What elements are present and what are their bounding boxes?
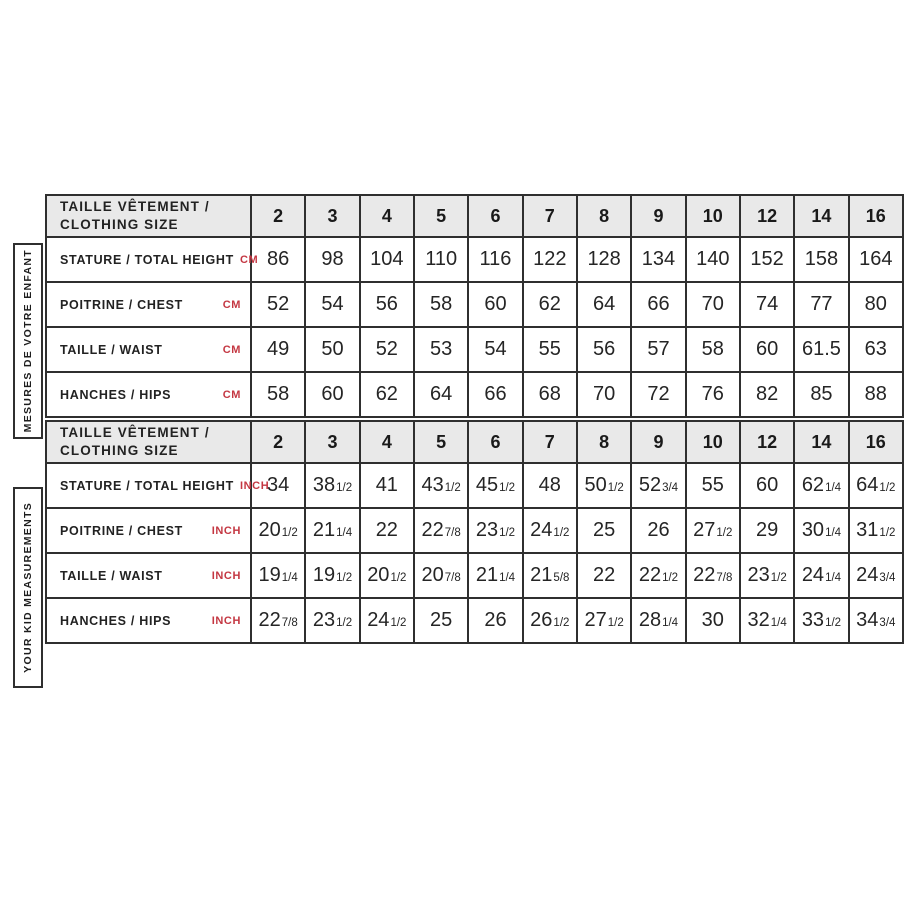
value-cell: 207/8 — [414, 553, 468, 598]
value-cell: 70 — [686, 282, 740, 327]
value-cell: 343/4 — [849, 598, 903, 643]
clothing-size-header-cell — [46, 421, 251, 463]
value-cell: 48 — [523, 463, 577, 508]
value-cell: 201/2 — [360, 553, 414, 598]
measurement-label-cell — [46, 327, 251, 372]
size-column-header: 10 — [686, 421, 740, 463]
measurement-label: STATURE / TOTAL HEIGHT — [60, 478, 234, 493]
value-cell: 55 — [523, 327, 577, 372]
size-column-header: 3 — [305, 421, 359, 463]
size-column-header: 16 — [849, 421, 903, 463]
unit-label: CM — [222, 388, 241, 401]
value-cell: 25 — [577, 508, 631, 553]
value-cell: 110 — [414, 237, 468, 282]
value-cell: 64 — [577, 282, 631, 327]
value-cell: 641/2 — [849, 463, 903, 508]
value-cell: 140 — [686, 237, 740, 282]
value-cell: 128 — [577, 237, 631, 282]
clothing-size-header-cell — [46, 195, 251, 237]
value-cell: 77 — [794, 282, 848, 327]
value-cell: 321/4 — [740, 598, 794, 643]
value-cell: 211/4 — [468, 553, 522, 598]
size-header-row — [46, 195, 903, 237]
value-cell: 451/2 — [468, 463, 522, 508]
unit-label: CM — [239, 253, 259, 266]
value-cell: 56 — [360, 282, 414, 327]
size-column-header: 4 — [360, 421, 414, 463]
value-cell: 621/4 — [794, 463, 848, 508]
value-cell: 76 — [686, 372, 740, 417]
size-column-header: 10 — [686, 195, 740, 237]
value-cell: 72 — [631, 372, 685, 417]
side-label-inch: YOUR KID MEASUREMENTS — [22, 502, 34, 673]
value-cell: 271/2 — [686, 508, 740, 553]
measurement-label: POITRINE / CHEST — [60, 523, 184, 538]
value-cell: 82 — [740, 372, 794, 417]
size-column-header: 5 — [414, 195, 468, 237]
value-cell: 98 — [305, 237, 359, 282]
value-cell: 301/4 — [794, 508, 848, 553]
size-column-header: 7 — [523, 421, 577, 463]
value-cell: 49 — [251, 327, 305, 372]
value-cell: 41 — [360, 463, 414, 508]
value-cell: 116 — [468, 237, 522, 282]
value-cell: 231/2 — [305, 598, 359, 643]
measurement-label: POITRINE / CHEST — [60, 297, 184, 312]
clothing-size-header-line2: CLOTHING SIZE — [60, 443, 179, 458]
value-cell: 26 — [631, 508, 685, 553]
value-cell: 52 — [251, 282, 305, 327]
size-column-header: 2 — [251, 421, 305, 463]
value-cell: 211/4 — [305, 508, 359, 553]
unit-label: CM — [222, 343, 241, 356]
value-cell: 501/2 — [577, 463, 631, 508]
clothing-size-header-line1: TAILLE VÊTEMENT / — [60, 199, 210, 215]
value-cell: 331/2 — [794, 598, 848, 643]
value-cell: 88 — [849, 372, 903, 417]
size-column-header: 2 — [251, 195, 305, 237]
value-cell: 57 — [631, 327, 685, 372]
value-cell: 60 — [305, 372, 359, 417]
size-column-header: 4 — [360, 195, 414, 237]
size-table-inch — [45, 420, 904, 644]
value-cell: 201/2 — [251, 508, 305, 553]
value-cell: 34 — [251, 463, 305, 508]
size-column-header: 6 — [468, 195, 522, 237]
measurement-label-cell — [46, 553, 251, 598]
value-cell: 25 — [414, 598, 468, 643]
measurement-row — [46, 553, 903, 598]
value-cell: 58 — [686, 327, 740, 372]
measurement-label: HANCHES / HIPS — [60, 613, 172, 628]
size-column-header: 3 — [305, 195, 359, 237]
size-column-header: 14 — [794, 195, 848, 237]
value-cell: 54 — [305, 282, 359, 327]
value-cell: 158 — [794, 237, 848, 282]
clothing-size-header-line2: CLOTHING SIZE — [60, 217, 179, 232]
side-label-box-cm — [13, 243, 43, 439]
size-column-header: 6 — [468, 421, 522, 463]
value-cell: 56 — [577, 327, 631, 372]
value-cell: 231/2 — [740, 553, 794, 598]
value-cell: 431/2 — [414, 463, 468, 508]
value-cell: 54 — [468, 327, 522, 372]
value-cell: 241/2 — [360, 598, 414, 643]
value-cell: 60 — [740, 463, 794, 508]
side-label-box-inch — [13, 487, 43, 688]
size-column-header: 12 — [740, 195, 794, 237]
value-cell: 86 — [251, 237, 305, 282]
unit-label: INCH — [211, 614, 241, 627]
value-cell: 52 — [360, 327, 414, 372]
value-cell: 55 — [686, 463, 740, 508]
size-column-header: 8 — [577, 195, 631, 237]
value-cell: 22 — [577, 553, 631, 598]
unit-label: CM — [222, 298, 241, 311]
value-cell: 70 — [577, 372, 631, 417]
value-cell: 191/4 — [251, 553, 305, 598]
measurement-row — [46, 463, 903, 508]
measurement-label-cell — [46, 598, 251, 643]
value-cell: 241/2 — [523, 508, 577, 553]
value-cell: 311/2 — [849, 508, 903, 553]
measurement-label-cell — [46, 463, 270, 508]
value-cell: 281/4 — [631, 598, 685, 643]
value-cell: 221/2 — [631, 553, 685, 598]
unit-label: INCH — [239, 479, 270, 492]
value-cell: 227/8 — [686, 553, 740, 598]
value-cell: 64 — [414, 372, 468, 417]
unit-label: INCH — [211, 524, 241, 537]
value-cell: 191/2 — [305, 553, 359, 598]
value-cell: 61.5 — [794, 327, 848, 372]
side-label-cm: MESURES DE VOTRE ENFANT — [22, 249, 34, 433]
measurement-label-cell — [46, 237, 259, 282]
measurement-row — [46, 282, 903, 327]
unit-label: INCH — [211, 569, 241, 582]
measurement-row — [46, 372, 903, 417]
value-cell: 30 — [686, 598, 740, 643]
clothing-size-header-line1: TAILLE VÊTEMENT / — [60, 425, 210, 441]
size-column-header: 9 — [631, 195, 685, 237]
measurement-label: TAILLE / WAIST — [60, 342, 163, 357]
size-column-header: 5 — [414, 421, 468, 463]
value-cell: 74 — [740, 282, 794, 327]
value-cell: 122 — [523, 237, 577, 282]
value-cell: 60 — [740, 327, 794, 372]
value-cell: 50 — [305, 327, 359, 372]
value-cell: 227/8 — [251, 598, 305, 643]
value-cell: 29 — [740, 508, 794, 553]
value-cell: 60 — [468, 282, 522, 327]
size-tables — [45, 194, 904, 644]
size-column-header: 14 — [794, 421, 848, 463]
value-cell: 80 — [849, 282, 903, 327]
size-table-cm — [45, 194, 904, 418]
value-cell: 22 — [360, 508, 414, 553]
value-cell: 58 — [414, 282, 468, 327]
size-column-header: 9 — [631, 421, 685, 463]
value-cell: 381/2 — [305, 463, 359, 508]
measurement-row — [46, 237, 903, 282]
value-cell: 164 — [849, 237, 903, 282]
value-cell: 227/8 — [414, 508, 468, 553]
size-column-header: 12 — [740, 421, 794, 463]
measurement-row — [46, 598, 903, 643]
value-cell: 62 — [523, 282, 577, 327]
measurement-row — [46, 508, 903, 553]
size-column-header: 8 — [577, 421, 631, 463]
value-cell: 58 — [251, 372, 305, 417]
measurement-label: TAILLE / WAIST — [60, 568, 163, 583]
value-cell: 243/4 — [849, 553, 903, 598]
value-cell: 66 — [468, 372, 522, 417]
measurement-label: HANCHES / HIPS — [60, 387, 172, 402]
measurement-label-cell — [46, 372, 251, 417]
value-cell: 523/4 — [631, 463, 685, 508]
value-cell: 85 — [794, 372, 848, 417]
value-cell: 63 — [849, 327, 903, 372]
measurement-label: STATURE / TOTAL HEIGHT — [60, 252, 234, 267]
value-cell: 68 — [523, 372, 577, 417]
value-cell: 152 — [740, 237, 794, 282]
value-cell: 104 — [360, 237, 414, 282]
size-column-header: 16 — [849, 195, 903, 237]
size-column-header: 7 — [523, 195, 577, 237]
size-header-row — [46, 421, 903, 463]
value-cell: 62 — [360, 372, 414, 417]
value-cell: 241/4 — [794, 553, 848, 598]
value-cell: 215/8 — [523, 553, 577, 598]
value-cell: 26 — [468, 598, 522, 643]
value-cell: 134 — [631, 237, 685, 282]
measurement-label-cell — [46, 282, 251, 327]
value-cell: 231/2 — [468, 508, 522, 553]
value-cell: 66 — [631, 282, 685, 327]
value-cell: 271/2 — [577, 598, 631, 643]
value-cell: 53 — [414, 327, 468, 372]
measurement-label-cell — [46, 508, 251, 553]
measurement-row — [46, 327, 903, 372]
value-cell: 261/2 — [523, 598, 577, 643]
